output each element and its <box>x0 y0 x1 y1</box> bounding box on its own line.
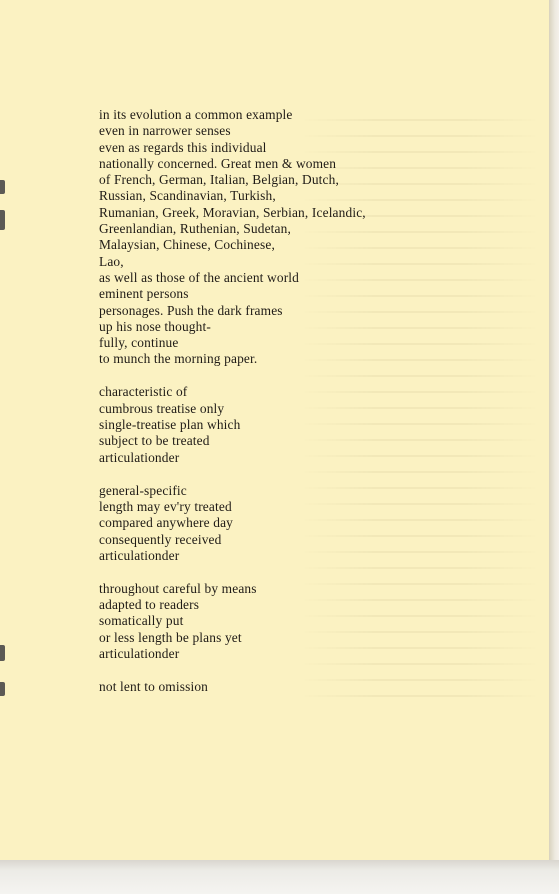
poem-line: adapted to readers <box>99 597 200 613</box>
poem-text <box>99 107 366 712</box>
poem-line: personages. Push the dark frames <box>99 302 283 318</box>
binding-mark <box>0 645 5 661</box>
poem-line: Greenlandian, Ruthenian, Sudetan, <box>99 221 291 237</box>
poem-line: eminent persons <box>99 286 189 302</box>
poem-line: not lent to omission <box>99 678 209 694</box>
poem-line: cumbrous treatise only <box>99 400 225 416</box>
poem-line: up his nose thought- <box>99 318 211 334</box>
poem-line: articulationder <box>99 547 180 563</box>
poem-line: even as regards this individual <box>99 139 267 155</box>
poem-line: length may ev'ry treated <box>99 498 232 514</box>
binding-mark <box>0 682 5 696</box>
poem-line: nationally concerned. Great men & women <box>99 155 337 171</box>
poem-line: compared anywhere day <box>99 515 234 531</box>
poem-line: in its evolution a common example <box>99 107 293 122</box>
poem-line: general-specific <box>99 482 187 498</box>
poem-line: throughout careful by means <box>99 580 257 596</box>
stanza-2 <box>99 384 366 465</box>
poem-line: Lao, <box>99 253 124 269</box>
poem-line: subject to be treated <box>99 433 210 449</box>
poem-line: fully, continue <box>99 335 179 351</box>
poem-line: single-treatise plan which <box>99 417 241 433</box>
binding-mark <box>0 180 5 194</box>
poem-line: or less length be plans yet <box>99 629 242 645</box>
poem-line: even in narrower senses <box>99 123 231 139</box>
poem-line: Russian, Scandinavian, Turkish, <box>99 188 276 204</box>
poem-line: to munch the morning paper. <box>99 351 258 367</box>
page-edge-shadow <box>549 0 559 862</box>
binding-mark <box>0 210 5 230</box>
poem-line: Rumanian, Greek, Moravian, Serbian, Icelandic, <box>99 204 366 220</box>
poem-line: articulationder <box>99 645 180 661</box>
poem-line: as well as those of the ancient world <box>99 269 300 285</box>
stanza-3 <box>99 483 366 564</box>
stanza-4 <box>99 581 366 662</box>
poem-line: somatically put <box>99 613 184 629</box>
poem-line: characteristic of <box>99 384 188 400</box>
poem-line: consequently received <box>99 531 222 547</box>
stanza-5 <box>99 679 366 695</box>
poem-line: Malaysian, Chinese, Cochinese, <box>99 237 275 253</box>
page-bottom-edge <box>0 860 559 894</box>
poem-line: of French, German, Italian, Belgian, Dutch, <box>99 172 339 188</box>
stanza-1 <box>99 107 366 368</box>
poem-line: articulationder <box>99 449 180 465</box>
